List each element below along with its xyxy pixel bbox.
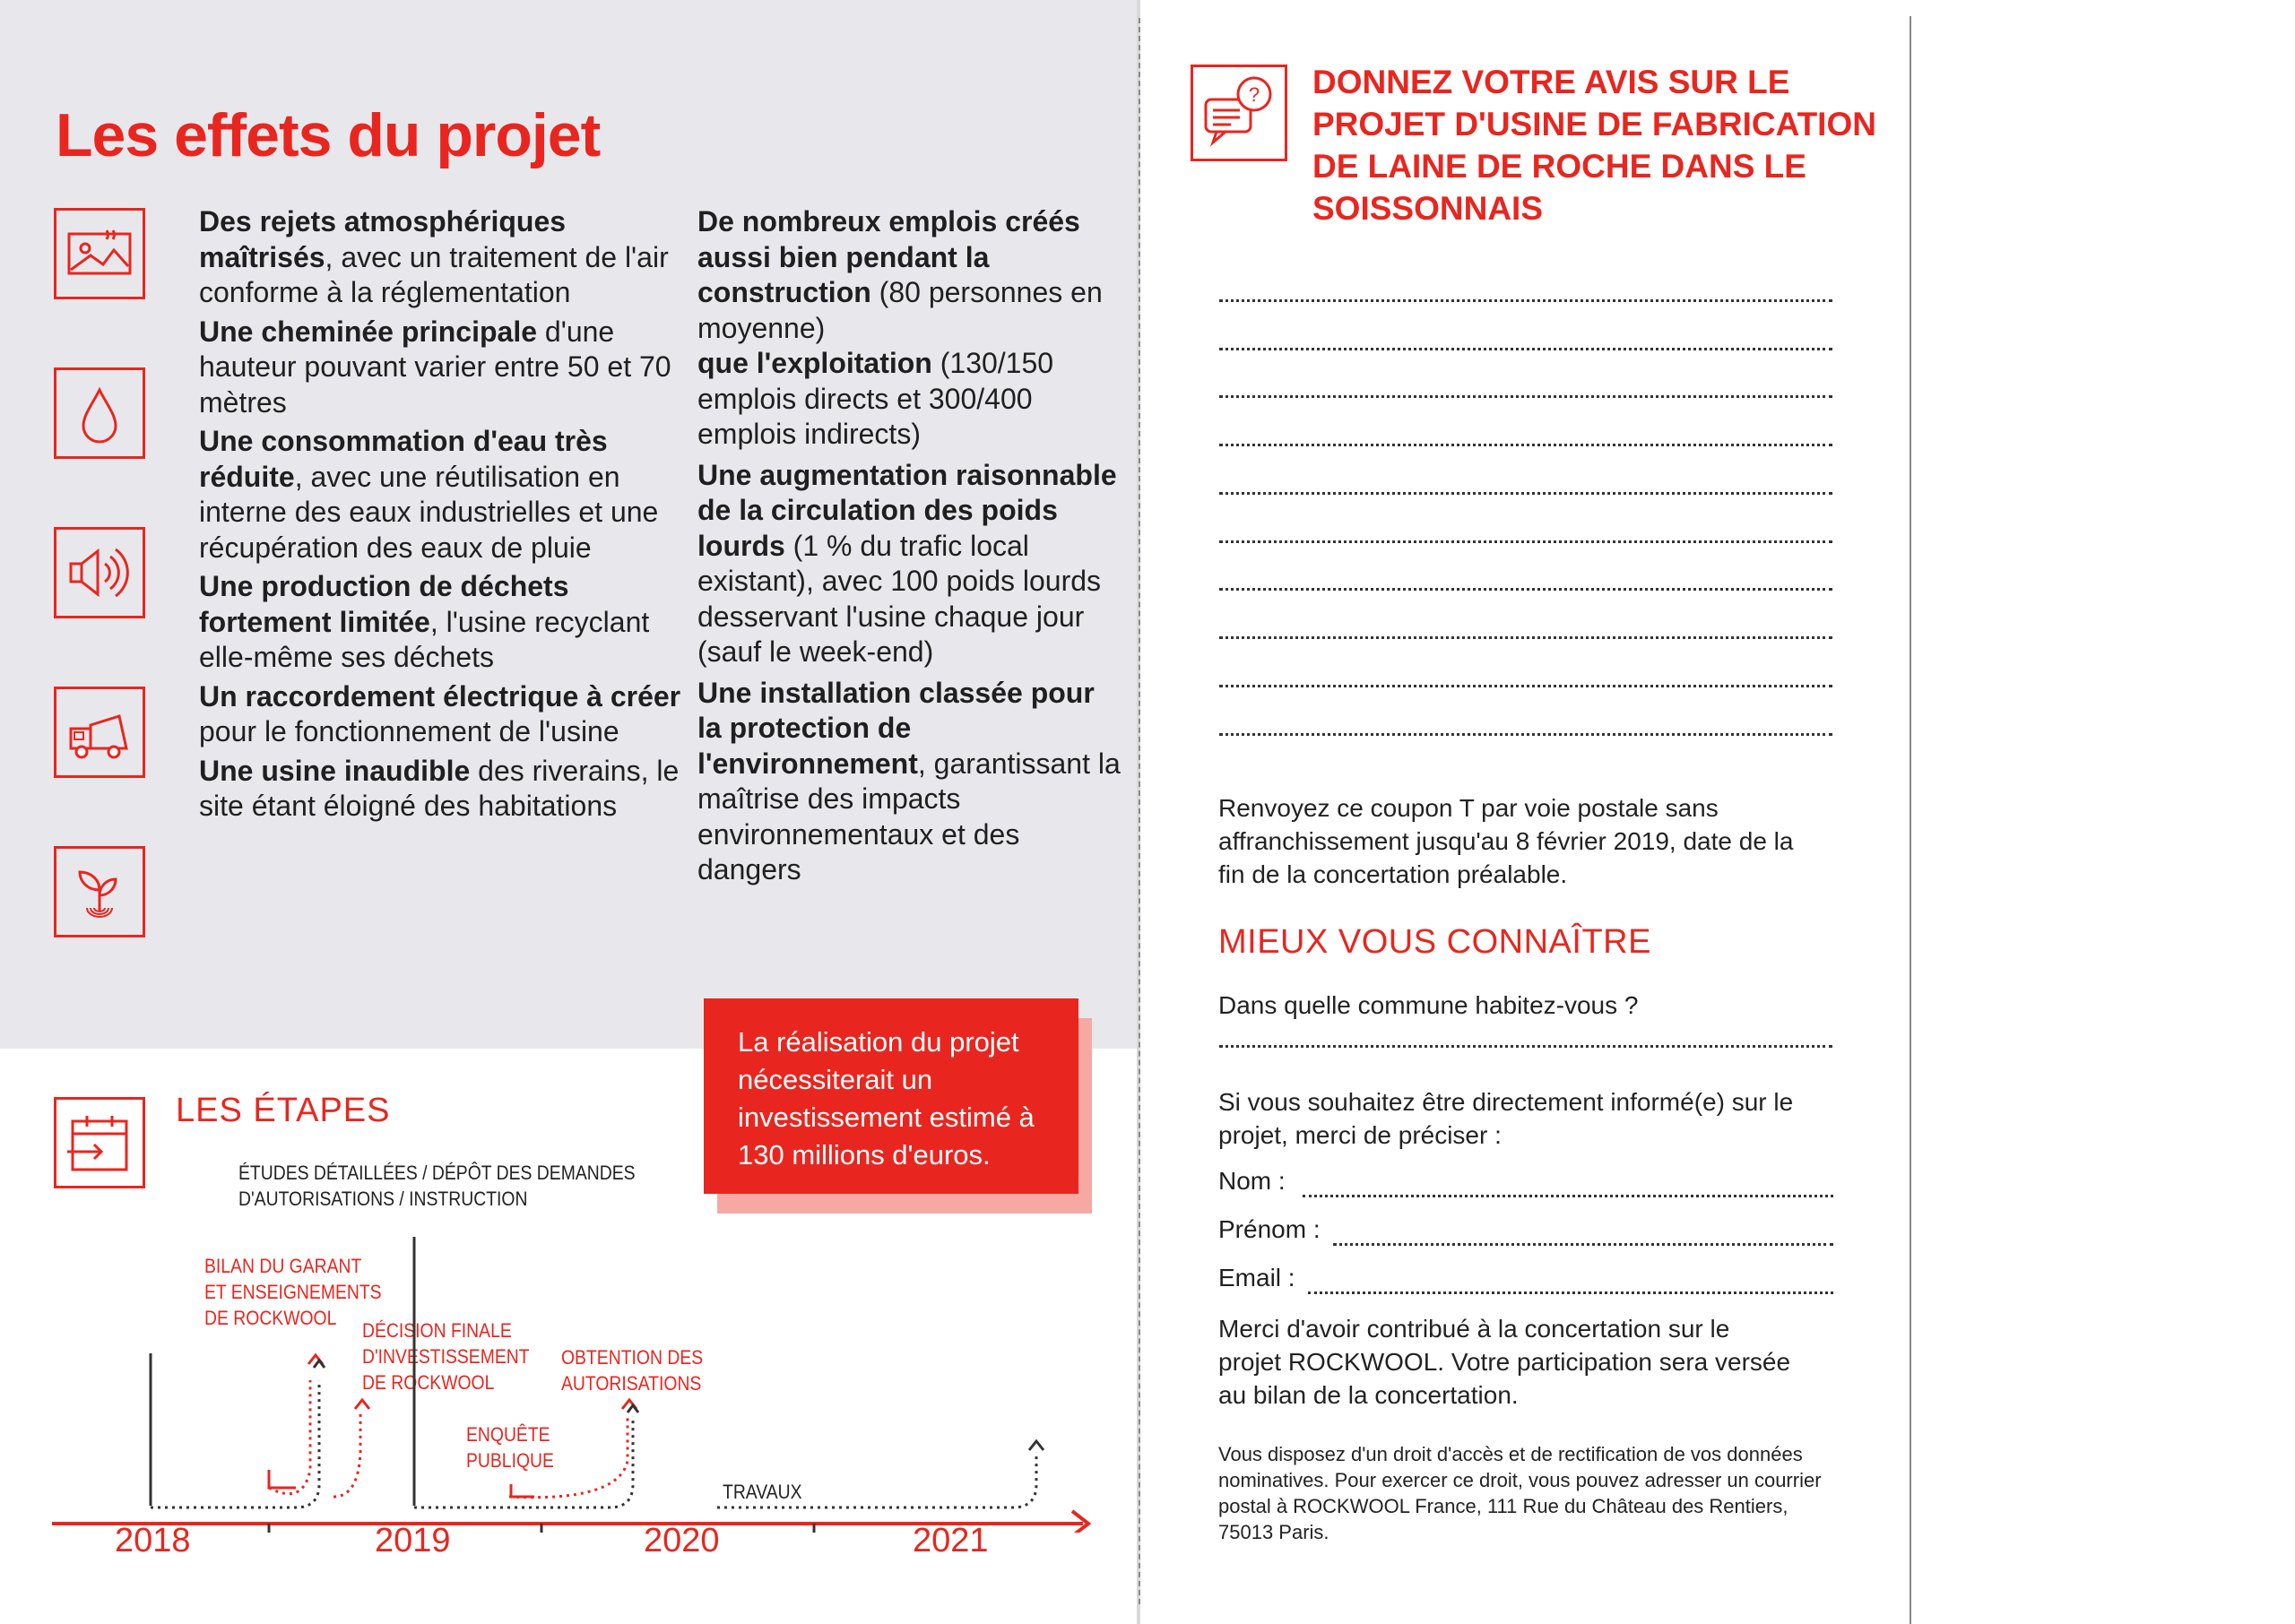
effect-item: Une consommation d'eau très réduite, avec une réutilisation en interne des eaux industrielles et une récupération des eaux de pluie [199,425,659,564]
comment-line[interactable] [1219,733,1832,736]
water-drop-icon [54,367,145,459]
coupon-instructions: Renvoyez ce coupon T par voie postale sans affranchissement jusqu'au 8 février 2019, date de la fin de la concertation préalable. [1218,794,1794,888]
email-field[interactable] [1218,1264,1833,1300]
plant-icon [54,846,145,937]
comment-line[interactable] [1219,540,1832,543]
effects-column-1 [199,204,683,825]
year-label: 2018 [115,1522,191,1559]
effects-column-2 [697,204,1123,888]
investment-callout: La réalisation du projet nécessiterait un investissement estimé à 130 millions d'euros. [704,998,1078,1194]
comment-line[interactable] [1219,636,1832,639]
prenom-field[interactable] [1218,1215,1833,1251]
effect-item: Une cheminée principale d'une hauteur pouvant varier entre 50 et 70 mètres [199,315,671,419]
legal-notice: Vous disposez d'un droit d'accès et de rectification de vos données nominatives. Pour exercer ce droit, vous pouvez adresser un courrier postal à ROCKWOOL France, 111 Rue du Château des Rentiers, 75013 Paris. [1218,1443,1822,1543]
effect-item: Des rejets atmosphériques maîtrisés, avec un traitement de l'air conforme à la réglementation [199,205,669,308]
comment-line[interactable] [1219,348,1832,350]
prenom-input-line[interactable] [1333,1243,1833,1246]
comment-line[interactable] [1219,299,1832,302]
comment-line[interactable] [1219,395,1832,398]
effect-item: que l'exploitation (130/150 emplois directs et 300/400 emplois indirects) [697,347,1054,450]
nom-label: Nom : [1218,1167,1286,1195]
coupon-edge [1910,16,1911,1624]
timeline-label-obtention: OBTENTION DES AUTORISATIONS [561,1346,704,1395]
timeline-label-travaux: TRAVAUX [723,1481,802,1503]
page-title: Les effets du projet [56,101,601,169]
left-panel [0,0,1139,1624]
speech-bubble-question-icon [1191,65,1287,161]
comment-line[interactable] [1219,588,1832,591]
email-label: Email : [1218,1264,1295,1291]
commune-field[interactable] [1219,1045,1832,1048]
calendar-icon [54,1097,145,1188]
inform-text: Si vous souhaitez être directement informé(e) sur le projet, merci de préciser : [1218,1088,1794,1149]
comment-line[interactable] [1219,685,1832,687]
email-input-line[interactable] [1308,1291,1833,1294]
effect-item: Une usine inaudible des riverains, le site étant éloigné des habitations [199,754,680,822]
truck-icon [54,687,145,778]
timeline-label-enquete: ENQUÊTE PUBLIQUE [466,1423,554,1472]
effect-item: Une installation classée pour la protection de l'environnement, garantissant la maîtrise des impacts environnementaux et des dangers [697,676,1121,885]
effect-item: Une production de déchets fortement limitée, l'usine recyclant elle-même ses déchets [199,570,650,673]
timeline-label-etudes: ÉTUDES DÉTAILLÉES / DÉPÔT DES DEMANDES D'AUTORISATIONS / INSTRUCTION [238,1162,636,1210]
effect-item: Un raccordement électrique à créer pour le fonctionnement de l'usine [199,679,681,747]
timeline-graphic [0,1237,1139,1533]
steps-title: LES ÉTAPES [176,1092,391,1129]
timeline-label-decision: DÉCISION FINALE D'INVESTISSEMENT DE ROCKWOOL [362,1319,530,1394]
timeline-label-bilan: BILAN DU GARANT ET ENSEIGNEMENTS DE ROCKWOOL [204,1255,382,1329]
effect-item: Une augmentation raisonnable de la circulation des poids lourds (1 % du trafic local existant), avec 100 poids lourds desservant l'usine chaque jour (sauf le week-end) [697,458,1117,668]
comment-line[interactable] [1219,492,1832,495]
coupon-title: DONNEZ VOTRE AVIS SUR LE PROJET D'USINE DE FABRICATION DE LAINE DE ROCHE DANS LE SOISSONNAIS [1312,64,1876,227]
nom-field[interactable] [1218,1167,1833,1203]
year-label: 2019 [375,1522,451,1559]
thanks-text: Merci d'avoir contribué à la concertation sur le projet ROCKWOOL. Votre participation sera versée au bilan de la concertation. [1218,1315,1791,1409]
section-title: MIEUX VOUS CONNAÎTRE [1218,923,1651,961]
year-label: 2021 [913,1522,989,1559]
speaker-icon [54,527,145,618]
svg-text:?: ? [1248,83,1260,106]
effect-item: De nombreux emplois créés aussi bien pendant la construction (80 personnes en moyenne) [697,205,1103,344]
year-label: 2020 [644,1522,720,1559]
commune-question: Dans quelle commune habitez-vous ? [1218,991,1639,1019]
comment-line[interactable] [1219,444,1832,446]
nom-input-line[interactable] [1303,1195,1833,1197]
prenom-label: Prénom : [1218,1215,1321,1243]
image-icon [54,208,145,299]
